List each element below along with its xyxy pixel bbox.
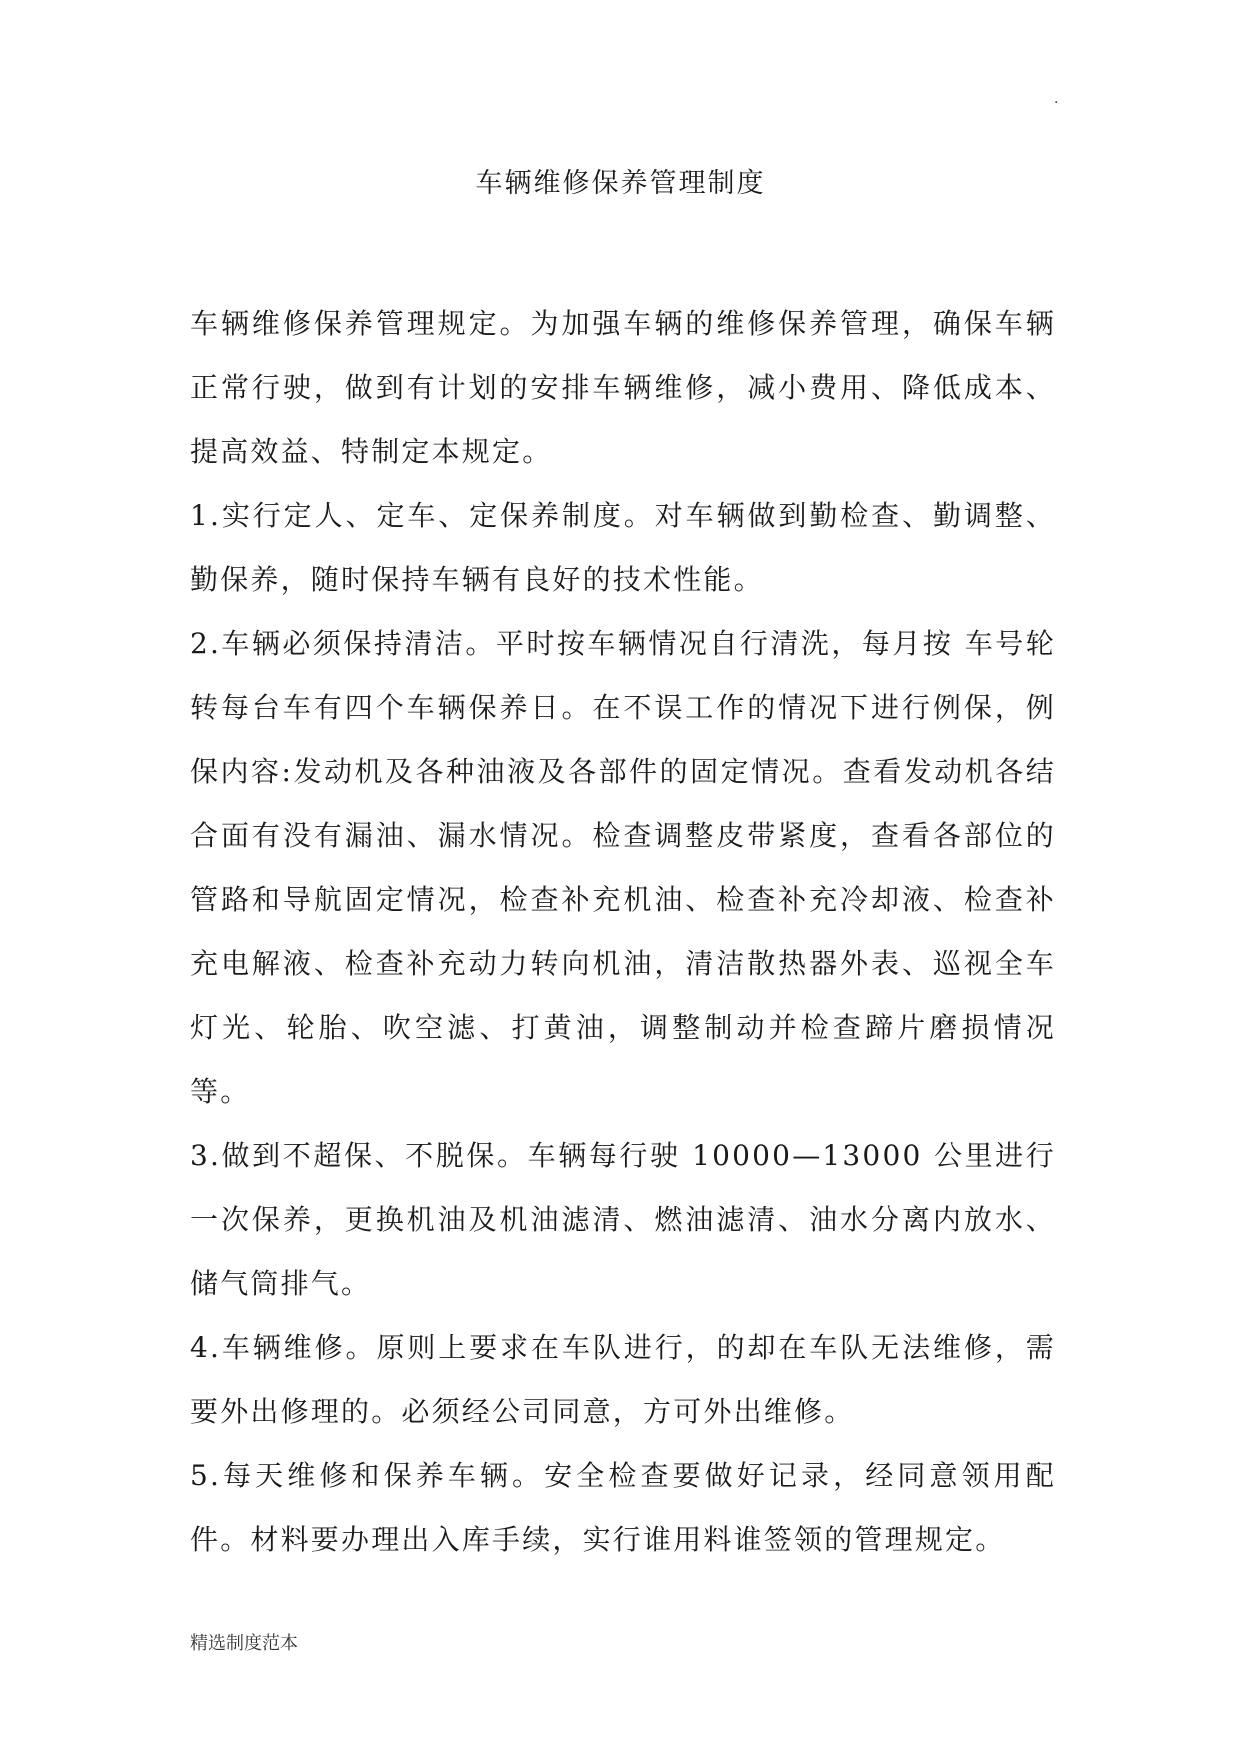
document-body — [190, 292, 1056, 1572]
rule-paragraph-1: 1.实行定人、定车、定保养制度。对车辆做到勤检查、勤调整、勤保养，随时保持车辆有良好的技术性能。 — [190, 499, 1056, 596]
rule-paragraph-5: 5.每天维修和保养车辆。安全检查要做好记录，经同意领用配件。材料要办理出入库手续，实行谁用料谁签领的管理规定。 — [190, 1459, 1056, 1556]
intro-paragraph: 车辆维修保养管理规定。为加强车辆的维修保养管理，确保车辆正常行驶，做到有计划的安排车辆维修，减小费用、降低成本、提高效益、特制定本规定。 — [190, 307, 1056, 468]
corner-mark: . — [1054, 91, 1059, 107]
rule-paragraph-3: 3.做到不超保、不脱保。车辆每行驶 10000—13000 公里进行一次保养，更换机油及机油滤清、燃油滤清、油水分离内放水、储气筒排气。 — [190, 1139, 1056, 1300]
rule-paragraph-2: 2.车辆必须保持清洁。平时按车辆情况自行清洗，每月按 车号轮转每台车有四个车辆保养日。在不误工作的情况下进行例保，例保内容:发动机及各种油液及各部件的固定情况。查看发动机各结合面有没有漏油、漏水情况。检查调整皮带紧度，查看各部位的管路和导航固定情况，检查补充机油、检查补充冷却液、检查补充电解液、检查补充动力转向机油，清洁散热器外表、巡视全车灯光、轮胎、吹空滤、打黄油，调整制动并检查蹄片磨损情况等。 — [190, 627, 1056, 1108]
document-title: 车辆维修保养管理制度 — [475, 168, 766, 199]
rule-paragraph-4: 4.车辆维修。原则上要求在车队进行，的却在车队无法维修，需要外出修理的。必须经公司同意，方可外出维修。 — [190, 1331, 1056, 1428]
page-footer: 精选制度范本 — [190, 1633, 298, 1654]
